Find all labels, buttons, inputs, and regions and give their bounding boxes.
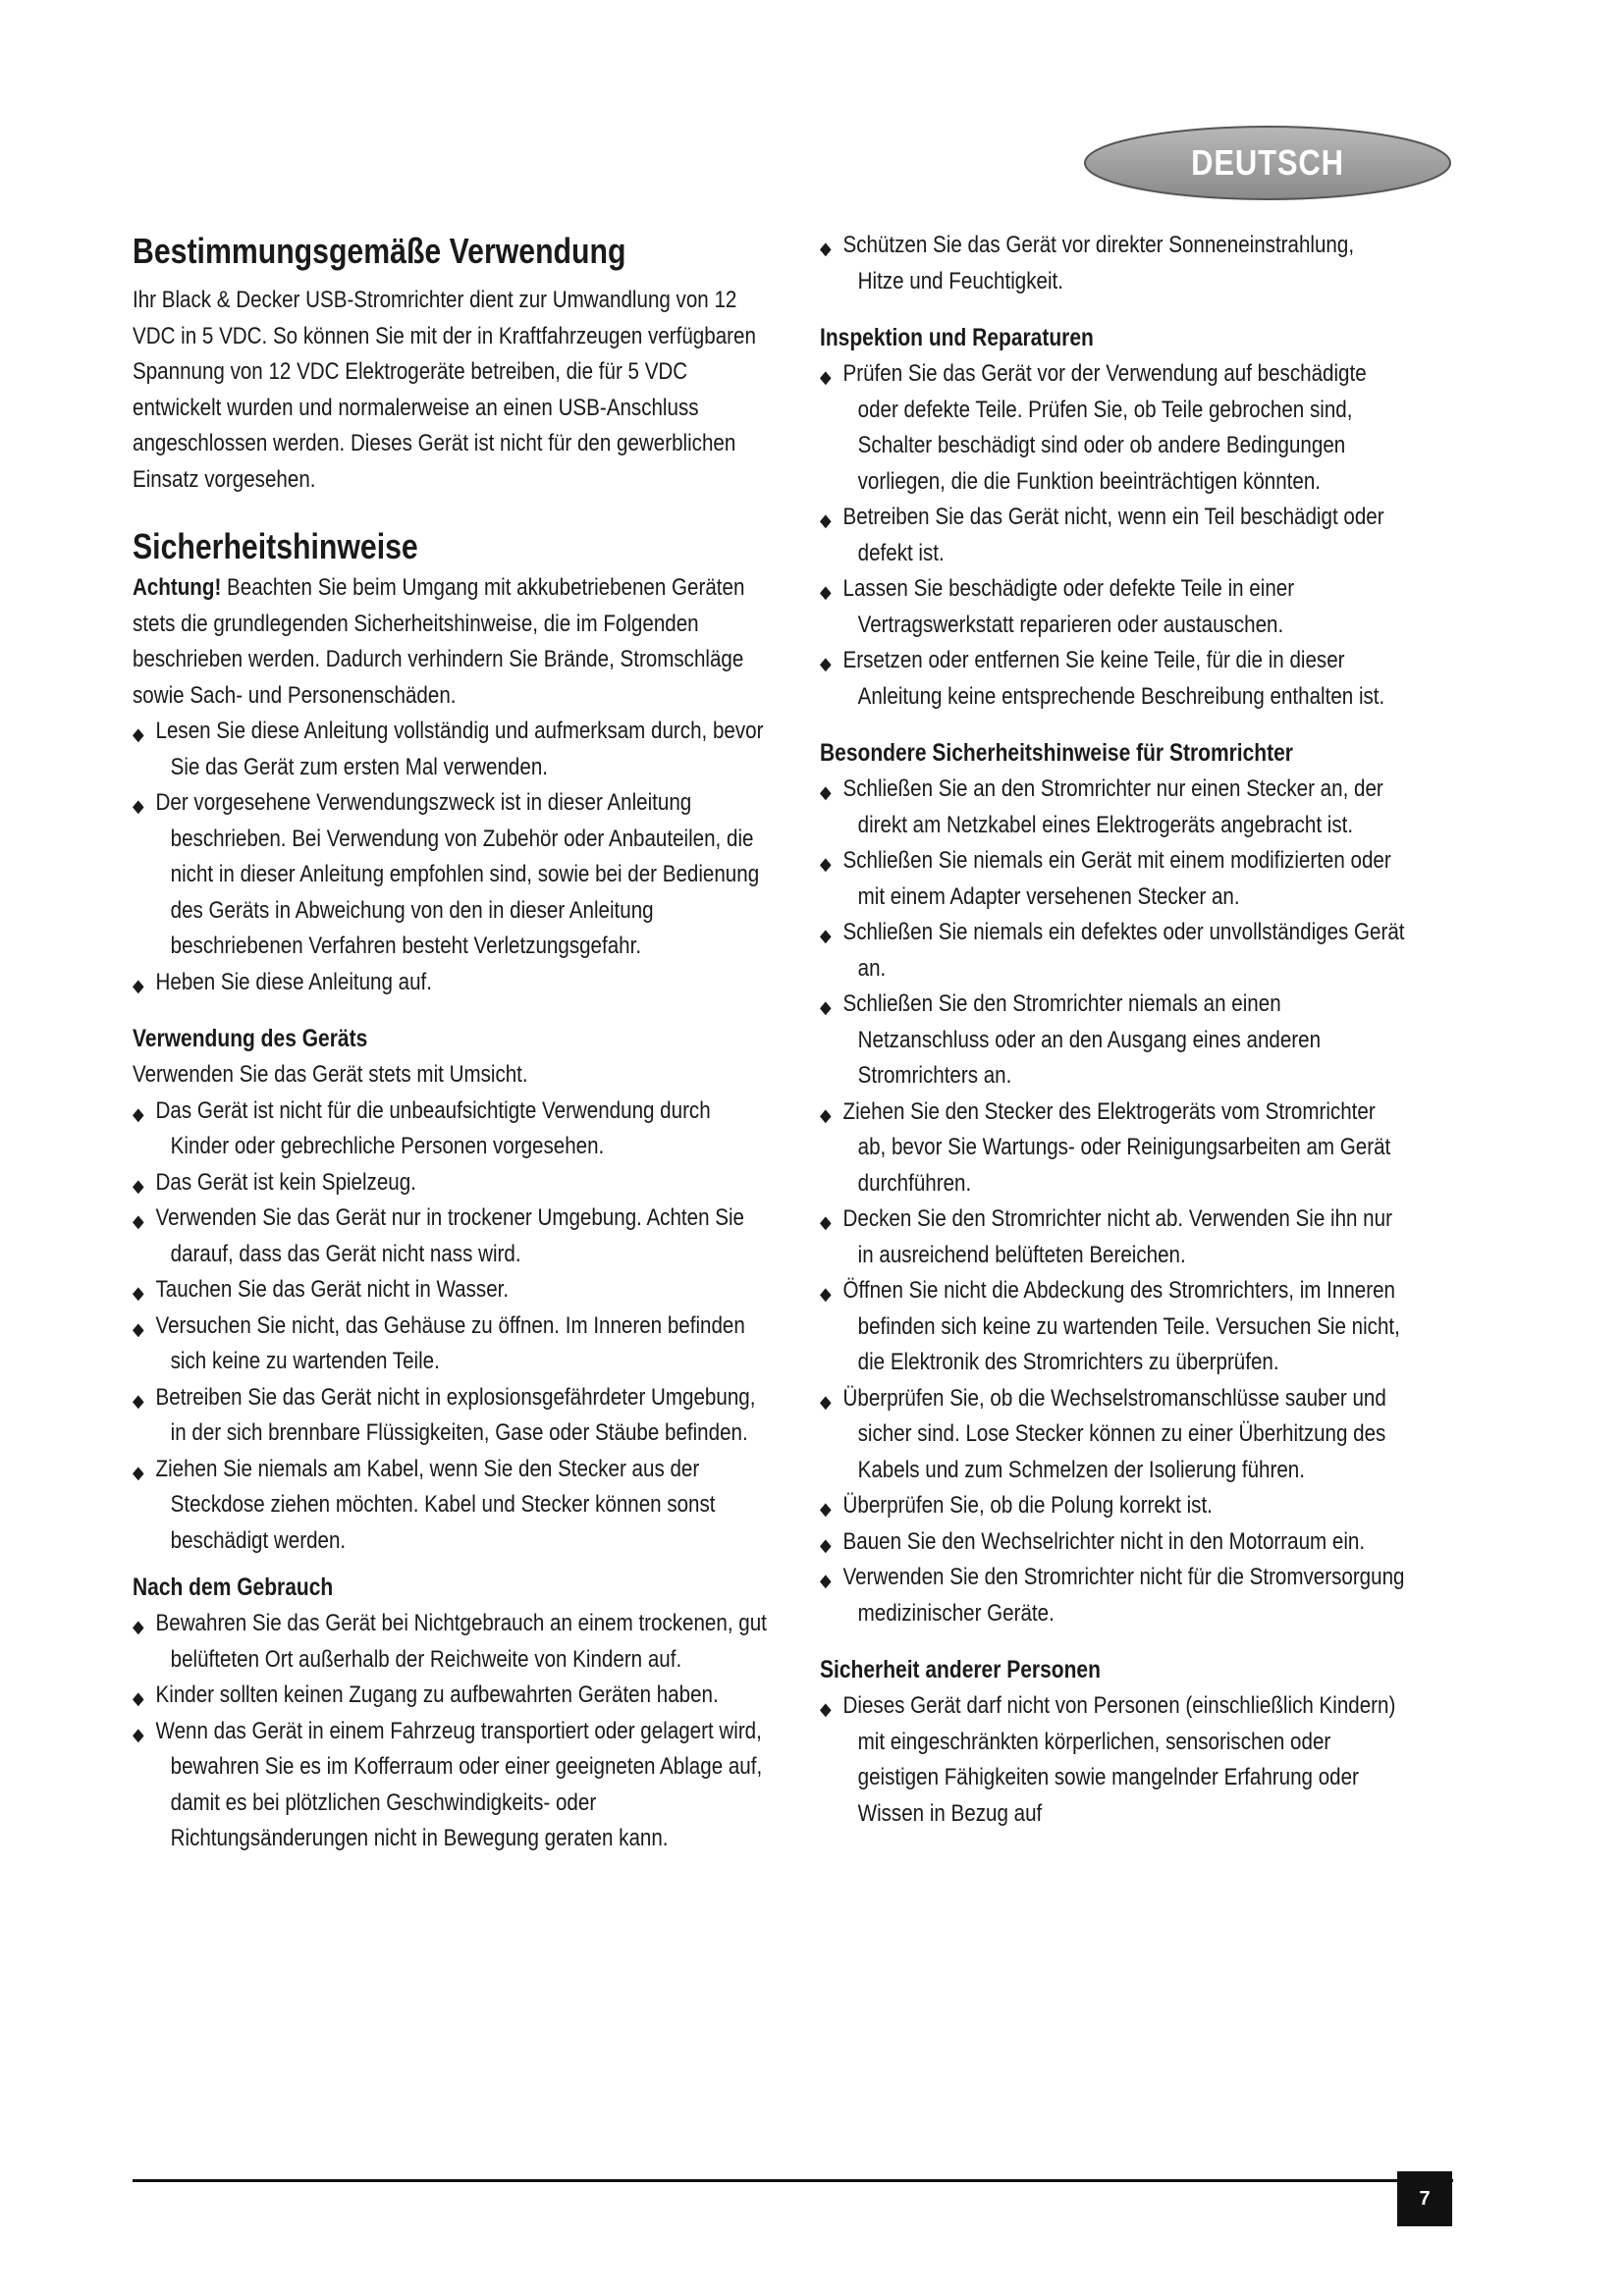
diamond-bullet-icon: ◆ xyxy=(820,510,832,530)
diamond-bullet-icon: ◆ xyxy=(133,1617,144,1636)
diamond-bullet-icon: ◆ xyxy=(133,1318,144,1339)
diamond-bullet-icon: ◆ xyxy=(133,1688,144,1708)
inspection-list xyxy=(820,356,1405,715)
diamond-bullet-icon: ◆ xyxy=(133,1724,144,1744)
list-item: ◆ Tauchen Sie das Gerät nicht in Wasser. xyxy=(133,1272,774,1308)
diamond-bullet-icon: ◆ xyxy=(133,1283,144,1303)
diamond-bullet-icon: ◆ xyxy=(133,1211,144,1231)
diamond-bullet-icon: ◆ xyxy=(133,1462,144,1482)
diamond-bullet-icon: ◆ xyxy=(820,239,832,258)
list-item: ◆ Bewahren Sie das Gerät bei Nichtgebrauch an einem trockenen, gut belüfteten Ort außerhalb der Reichweite von Kindern auf. xyxy=(133,1610,767,1673)
list-item: ◆ Ziehen Sie den Stecker des Elektrogeräts vom Stromrichter ab, bevor Sie Wartungs- oder Reinigungsarbeiten am Gerät durchführen. xyxy=(820,1097,1391,1197)
top-list xyxy=(820,228,1405,299)
list-item: ◆ Der vorgesehene Verwendungszweck ist in dieser Anleitung beschrieben. Bei Verwendung von Zubehör oder Anbauteilen, die nicht in dieser Anleitung empfohlen sind, sowie bei der Bedienung des Geräts in Abweichung von den in dieser Anleitung beschriebenen Verfahren besteht Verletzungsgefahr. xyxy=(133,789,760,959)
footer-divider xyxy=(133,2179,1453,2182)
list-item: ◆ Versuchen Sie nicht, das Gehäuse zu öffnen. Im Inneren befinden sich keine zu wartenden Teile. xyxy=(133,1311,745,1374)
diamond-bullet-icon: ◆ xyxy=(820,854,832,874)
list-item: ◆ Ziehen Sie niemals am Kabel, wenn Sie den Stecker aus der Steckdose ziehen möchten. Kabel und Stecker können sonst beschädigt werden. xyxy=(133,1455,716,1554)
list-item: ◆ Heben Sie diese Anleitung auf. xyxy=(133,965,774,1001)
list-item: ◆ Das Gerät ist nicht für die unbeaufsichtigte Verwendung durch Kinder oder gebrechliche Personen vorgesehen. xyxy=(133,1096,711,1159)
list-item: ◆ Öffnen Sie nicht die Abdeckung des Stromrichters, im Inneren befinden sich keine zu wartenden Teile. Versuchen Sie nicht, die Elektronik des Stromrichters zu überprüfen. xyxy=(820,1277,1400,1375)
list-item: ◆ Schließen Sie niemals ein defektes oder unvollständiges Gerät an. xyxy=(820,919,1405,982)
diamond-bullet-icon: ◆ xyxy=(820,654,832,673)
list-item: ◆ Ersetzen oder entfernen Sie keine Teile, für die in dieser Anleitung keine entsprechende Beschreibung enthalten ist. xyxy=(820,647,1385,710)
diamond-bullet-icon: ◆ xyxy=(820,926,832,945)
list-item: ◆ Dieses Gerät darf nicht von Personen (einschließlich Kindern) mit eingeschränkten körperlichen, sensorischen oder geistigen Fähigkeiten sowie mangelnder Erfahrung oder Wissen in Bezug auf xyxy=(820,1692,1396,1827)
safety-intro-text: Beachten Sie beim Umgang mit akkubetriebenen Geräten stets die grundlegenden Sicherheitshinweise, die im Folgenden beschrieben werden. Dadurch verhindern Sie Brände, Stromschläge sowie Sach- und Personenschäden. xyxy=(133,574,745,709)
diamond-bullet-icon: ◆ xyxy=(133,724,144,744)
diamond-bullet-icon: ◆ xyxy=(820,1284,832,1304)
list-item: ◆ Prüfen Sie das Gerät vor der Verwendung auf beschädigte oder defekte Teile. Prüfen Sie, ob Teile gebrochen sind, Schalter beschädigt sind oder ob andere Bedingungen vorliegen, die die Funktion beeinträchtigen könnten. xyxy=(820,360,1367,495)
left-column xyxy=(133,228,774,1857)
diamond-bullet-icon: ◆ xyxy=(820,1534,832,1555)
list-item: ◆ Schließen Sie niemals ein Gerät mit einem modifizierten oder mit einem Adapter versehenen Stecker an. xyxy=(820,847,1391,910)
list-item: ◆ Betreiben Sie das Gerät nicht, wenn ein Teil beschädigt oder defekt ist. xyxy=(820,504,1384,566)
list-item: ◆ Lesen Sie diese Anleitung vollständig und aufmerksam durch, bevor Sie das Gerät zum ersten Mal verwenden. xyxy=(133,718,764,780)
diamond-bullet-icon: ◆ xyxy=(820,367,832,387)
language-badge xyxy=(1082,124,1453,202)
heading-device-use: Verwendung des Geräts xyxy=(133,1025,368,1052)
diamond-bullet-icon: ◆ xyxy=(820,1699,832,1719)
list-item: ◆ Verwenden Sie das Gerät nur in trockener Umgebung. Achten Sie darauf, dass das Gerät nicht nass wird. xyxy=(133,1204,744,1267)
heading-special-safety: Besondere Sicherheitshinweise für Stromrichter xyxy=(820,739,1293,767)
list-item: ◆ Schließen Sie an den Stromrichter nur einen Stecker an, der direkt am Netzkabel eines Elektrogeräts angebracht ist. xyxy=(820,775,1383,838)
diamond-bullet-icon: ◆ xyxy=(820,997,832,1017)
list-item: ◆ Wenn das Gerät in einem Fahrzeug transportiert oder gelagert wird, bewahren Sie es im Kofferraum oder einer geeigneten Ablage auf, damit es bei plötzlichen Geschwindigkeits- oder Richtungsänderungen nicht in Bewegung geraten kann. xyxy=(133,1717,763,1851)
diamond-bullet-icon: ◆ xyxy=(820,1499,832,1519)
list-item: ◆ Überprüfen Sie, ob die Wechselstromanschlüsse sauber und sicher sind. Lose Stecker können zu einer Überhitzung des Kabels und zum Schmelzen der Isolierung führen. xyxy=(820,1384,1386,1483)
heading-after-use: Nach dem Gebrauch xyxy=(133,1574,334,1601)
safety-list xyxy=(133,714,774,1000)
page-number: 7 xyxy=(1397,2171,1452,2226)
list-item: ◆ Das Gerät ist kein Spielzeug. xyxy=(133,1165,774,1201)
list-item: ◆ Lassen Sie beschädigte oder defekte Teile in einer Vertragswerkstatt reparieren oder austauschen. xyxy=(820,575,1295,638)
after-use-list xyxy=(133,1606,774,1857)
list-item: ◆ Kinder sollten keinen Zugang zu aufbewahrten Geräten haben. xyxy=(133,1678,774,1714)
diamond-bullet-icon: ◆ xyxy=(820,1104,832,1125)
diamond-bullet-icon: ◆ xyxy=(133,975,144,995)
diamond-bullet-icon: ◆ xyxy=(133,796,144,816)
others-safety-list xyxy=(820,1688,1405,1832)
diamond-bullet-icon: ◆ xyxy=(820,782,832,802)
diamond-bullet-icon: ◆ xyxy=(820,582,832,602)
language-label: DEUTSCH xyxy=(1191,142,1344,183)
heading-intended-use: Bestimmungsgemäße Verwendung xyxy=(133,231,626,271)
safety-intro xyxy=(133,570,774,714)
list-item: ◆ Bauen Sie den Wechselrichter nicht in den Motorraum ein. xyxy=(820,1524,1405,1561)
heading-safety: Sicherheitshinweise xyxy=(133,526,418,566)
diamond-bullet-icon: ◆ xyxy=(820,1571,832,1590)
diamond-bullet-icon: ◆ xyxy=(133,1175,144,1196)
list-item: ◆ Schließen Sie den Stromrichter niemals an einen Netzanschluss oder an den Ausgang eines anderen Stromrichters an. xyxy=(820,990,1322,1089)
device-use-list xyxy=(133,1094,774,1560)
list-item: ◆ Überprüfen Sie, ob die Polung korrekt ist. xyxy=(820,1488,1405,1524)
diamond-bullet-icon: ◆ xyxy=(133,1103,144,1124)
list-item: ◆ Verwenden Sie den Stromrichter nicht für die Stromversorgung medizinischer Geräte. xyxy=(820,1564,1405,1627)
device-use-intro: Verwenden Sie das Gerät stets mit Umsicht. xyxy=(133,1061,528,1088)
heading-others-safety: Sicherheit anderer Personen xyxy=(820,1656,1101,1683)
heading-inspection: Inspektion und Reparaturen xyxy=(820,324,1094,351)
list-item: ◆ Betreiben Sie das Gerät nicht in explosionsgefährdeter Umgebung, in der sich brennbare Flüssigkeiten, Gase oder Stäube befinden. xyxy=(133,1383,756,1446)
list-item: ◆ Decken Sie den Stromrichter nicht ab. Verwenden Sie ihn nur in ausreichend belüfteten Bereichen. xyxy=(820,1205,1392,1268)
special-safety-list xyxy=(820,772,1405,1631)
right-column xyxy=(820,228,1405,1832)
list-item: ◆ Schützen Sie das Gerät vor direkter Sonneneinstrahlung, Hitze und Feuchtigkeit. xyxy=(820,232,1355,294)
diamond-bullet-icon: ◆ xyxy=(133,1390,144,1411)
safety-warning-label: Achtung! xyxy=(133,574,222,601)
intended-use-text: Ihr Black & Decker USB-Stromrichter dient zur Umwandlung von 12 VDC in 5 VDC. So können Sie mit der in Kraftfahrzeugen verfügbaren Spannung von 12 VDC Elektrogeräte betreiben, die für 5 VDC entwickelt wurden und normalerweise an einen USB-Anschluss angeschlossen werden. Dieses Gerät ist nicht für den gewerblichen Einsatz vorgesehen. xyxy=(133,287,756,493)
diamond-bullet-icon: ◆ xyxy=(820,1391,832,1412)
diamond-bullet-icon: ◆ xyxy=(820,1212,832,1232)
